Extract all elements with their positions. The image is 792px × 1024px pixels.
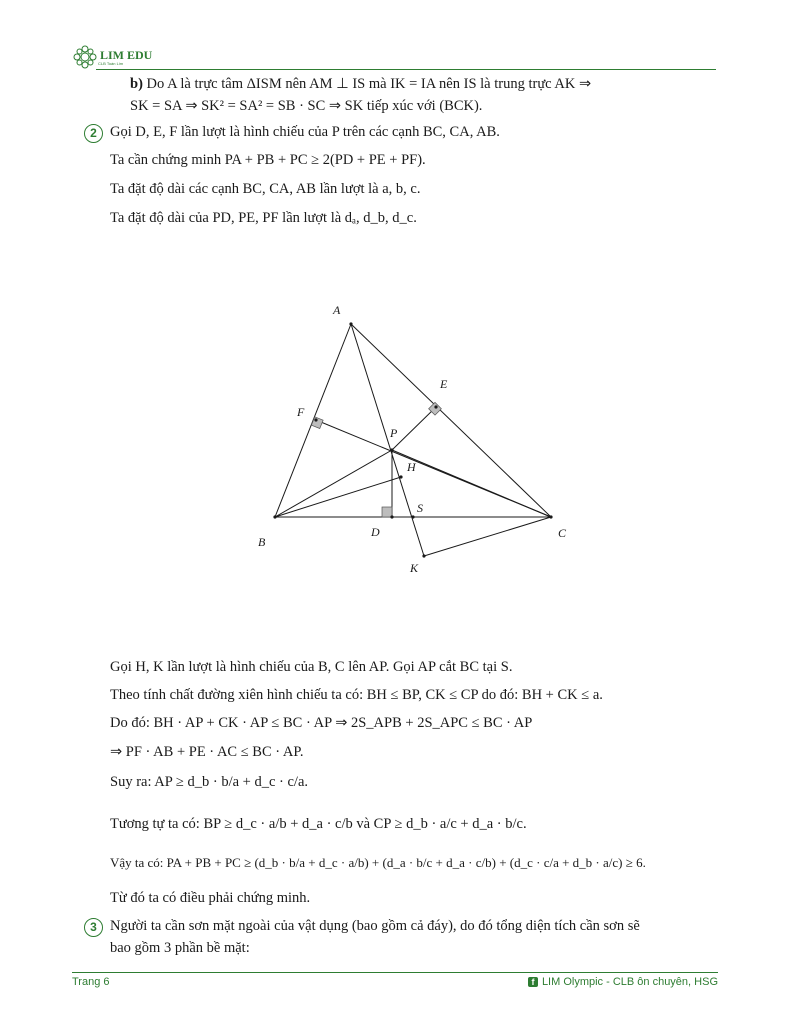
footer-text: LIM Olympic - CLB ôn chuyên, HSG: [541, 976, 718, 988]
q2-number-badge: [84, 122, 103, 143]
q2-number: 2: [84, 124, 103, 143]
part-b-line2: SK = SA ⇒ SK² = SA² = SB · SC ⇒ SK tiếp xúc với (BCK).: [130, 98, 483, 114]
part-b-text1: Do A là trực tâm ΔISM nên AM ⊥ IS mà IK = IA nên IS là trung trực AK ⇒: [146, 76, 592, 92]
header-divider: [96, 69, 716, 70]
q2-line4: Ta đặt độ dài của PD, PE, PF lần lượt là dₐ, d_b, d_c.: [110, 210, 417, 226]
q3-number-badge: [84, 916, 103, 937]
label-S: S: [417, 501, 423, 515]
label-D: D: [371, 525, 380, 539]
q2-line3: Ta đặt độ dài các cạnh BC, CA, AB lần lượt là a, b, c.: [110, 181, 421, 197]
proof-line2: Theo tính chất đường xiên hình chiếu ta có: BH ≤ BP, CK ≤ CP do đó: BH + CK ≤ a.: [110, 687, 603, 703]
label-P: P: [390, 426, 398, 440]
header-logo: [72, 44, 152, 70]
proof-line1: Gọi H, K lần lượt là hình chiếu của B, C lên AP. Gọi AP cắt BC tại S.: [110, 659, 513, 675]
label-H: H: [407, 460, 416, 474]
proof-line7: Vậy ta có: PA + PB + PC ≥ (d_b · b/a + d_c · a/b) + (d_a · b/c + d_a · c/b) + (d_c · c/a + d_b · a/c) ≥ 6.: [110, 855, 646, 870]
lotus-logo-icon: [72, 44, 98, 70]
right-angle-D: [382, 507, 392, 517]
q3-line2: bao gồm 3 phần bề mặt:: [110, 940, 250, 956]
footer-divider: [72, 972, 718, 973]
q3-line1: Người ta cần sơn mặt ngoài của vật dụng (bao gồm cả đáy), do đó tổng diện tích cần sơn sẽ: [110, 918, 640, 934]
label-B: B: [258, 535, 266, 549]
segment-F-C: [316, 420, 551, 517]
label-F: F: [297, 405, 305, 419]
part-b-label: b): [130, 76, 143, 92]
part-b-line1: [130, 74, 591, 94]
right-angle-E: [429, 402, 442, 415]
q2-line2: Ta cần chứng minh PA + PB + PC ≥ 2(PD + PE + PF).: [110, 152, 426, 168]
proof-line3: Do đó: BH · AP + CK · AP ≤ BC · AP ⇒ 2S_APB + 2S_APC ≤ BC · AP: [110, 715, 533, 731]
triangle-figure: [240, 290, 600, 590]
label-C: C: [558, 526, 567, 540]
brand-name: LIM EDU: [100, 47, 153, 62]
label-A: A: [333, 303, 341, 317]
proof-line6: Tương tự ta có: BP ≥ d_c · a/b + d_a · c/b và CP ≥ d_b · a/c + d_a · b/c.: [110, 816, 527, 832]
proof-line5: Suy ra: AP ≥ d_b · b/a + d_c · c/a.: [110, 774, 309, 790]
segment-CK: [424, 517, 551, 556]
q2-line1: Gọi D, E, F lần lượt là hình chiếu của P trên các cạnh BC, CA, AB.: [110, 124, 500, 140]
label-K: K: [410, 561, 419, 575]
label-E: E: [440, 377, 448, 391]
page-number: Trang 6: [72, 976, 110, 988]
facebook-icon: f: [528, 977, 538, 987]
right-angle-F: [311, 417, 323, 429]
proof-line4: ⇒ PF · AB + PE · AC ≤ BC · AP.: [110, 744, 304, 760]
segment-PB: [275, 450, 392, 517]
q3-number: 3: [84, 918, 103, 937]
proof-line8: Từ đó ta có điều phải chứng minh.: [110, 890, 311, 906]
segment-PE: [392, 407, 436, 450]
brand-sub: CLB Toán Lim: [98, 60, 124, 66]
footer-right: [528, 976, 718, 988]
